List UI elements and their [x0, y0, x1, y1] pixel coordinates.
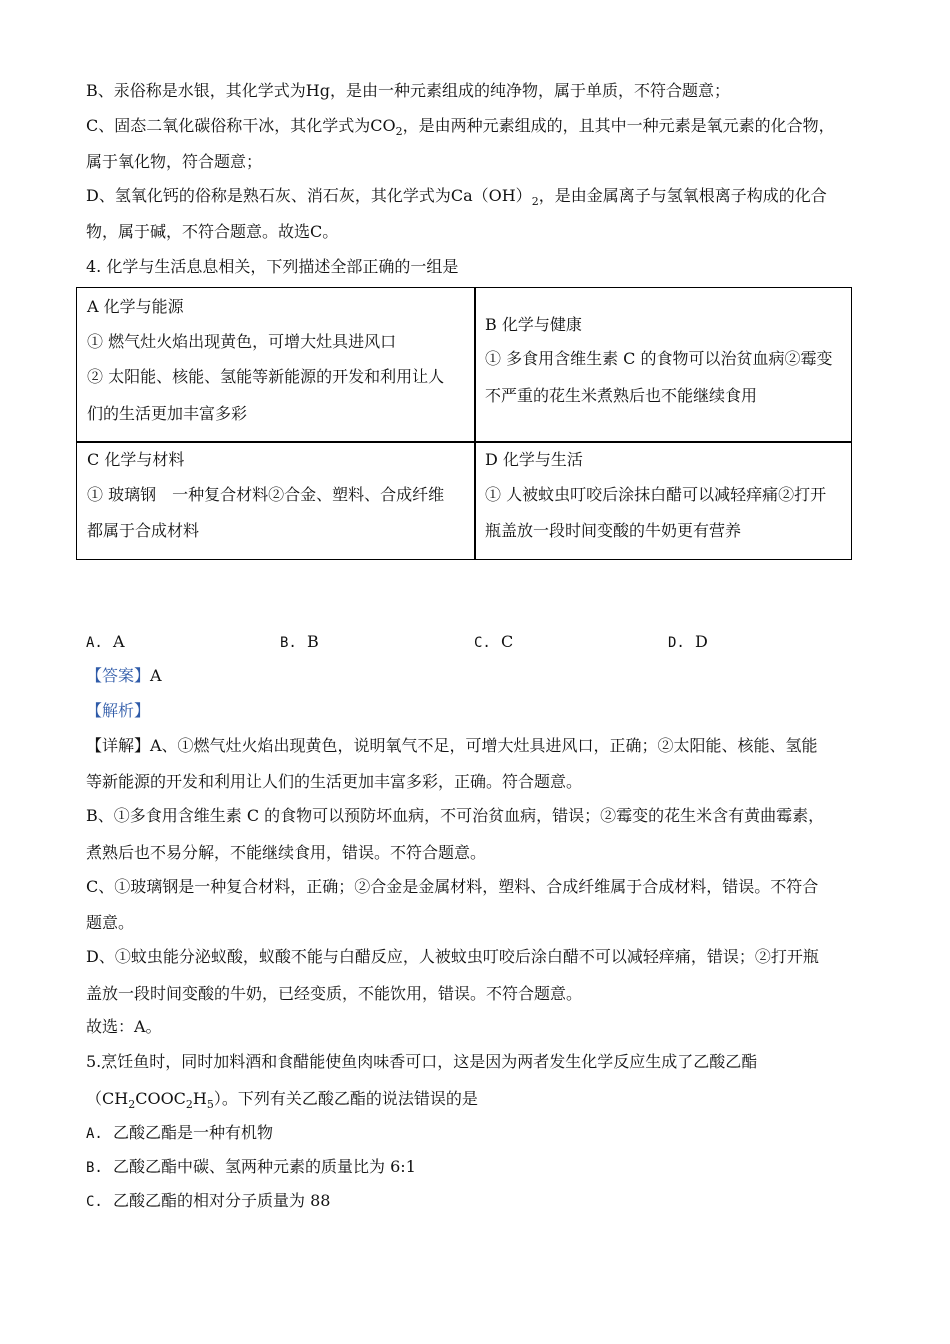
analysis-line-c1: C、固态二氧化碳俗称干冰，其化学式为$CO_2$，是由两种元素组成的，且其中一种元素是氧元素的化合物，: [86, 116, 835, 139]
cell-c-title: C 化学与材料: [87, 450, 185, 469]
analysis-tag: 【解析】: [86, 701, 151, 720]
detail-line: D、①蚊虫能分泌蚁酸，蚁酸不能与白醋反应，人被蚊虫叮咬后涂白醋不可以减轻痒痛，错误；②打开瓶: [86, 947, 819, 966]
detail-line: 等新能源的开发和利用让人们的生活更加丰富多彩，正确。符合题意。: [86, 772, 583, 791]
detail-line: 【详解】A、①燃气灶火焰出现黄色，说明氧气不足，可增大灶具进风口，正确；②太阳能、核能、氢能: [86, 736, 818, 755]
option-c[interactable]: C. C: [474, 632, 514, 651]
cell-b-line: 不严重的花生米煮熟后也不能继续食用: [485, 386, 758, 405]
cell-b-title: B 化学与健康: [485, 315, 582, 334]
detail-line: 故选：A。: [86, 1017, 162, 1036]
cell-c-line: ① 玻璃钢 一种复合材料②合金、塑料、合成纤维: [87, 485, 445, 504]
options-table: [76, 287, 852, 560]
detail-line: B、①多食用含维生素 C 的食物可以预防坏血病，不可治贫血病，错误；②霉变的花生米含有黄曲霉素，: [86, 806, 825, 825]
answer-tag: 【答案】: [86, 666, 151, 685]
cell-b-line: ① 多食用含维生素 C 的食物可以治贫血病②霉变: [485, 349, 833, 368]
cell-d-line: 瓶盖放一段时间变酸的牛奶更有营养: [485, 521, 742, 540]
detail-line: 盖放一段时间变酸的牛奶，已经变质，不能饮用，错误。不符合题意。: [86, 984, 583, 1003]
cell-a-line: ② 太阳能、核能、氢能等新能源的开发和利用让人: [87, 367, 445, 386]
q5-option-b[interactable]: B. 乙酸乙酯中碳、氢两种元素的质量比为 6:1: [86, 1157, 416, 1176]
question-5-stem: 5.烹饪鱼时，同时加料酒和食醋能使鱼肉味香可口，这是因为两者发生化学反应生成了乙酸乙酯: [86, 1052, 758, 1071]
cell-a-line: ① 燃气灶火焰出现黄色，可增大灶具进风口: [87, 332, 397, 351]
analysis-line-c2: 属于氧化物，符合题意；: [86, 152, 263, 171]
cell-c-line: 都属于合成材料: [87, 521, 200, 540]
analysis-line-d1: D、氢氧化钙的俗称是熟石灰、消石灰，其化学式为$Ca(OH)_2$，是由金属离子与氢氧根离子构成的化合: [86, 186, 827, 209]
table-cell-a: [77, 288, 474, 441]
table-cell-d: [475, 443, 851, 559]
q5-option-a[interactable]: A. 乙酸乙酯是一种有机物: [86, 1123, 274, 1142]
option-b[interactable]: B. B: [280, 632, 319, 651]
option-a[interactable]: A. A: [86, 632, 125, 651]
detail-line: 题意。: [86, 913, 135, 932]
question-5-stem-formula: $(CH_2COOC_2H_5)$。下列有关乙酸乙酯的说法错误的是: [86, 1089, 478, 1112]
table-cell-c: [77, 443, 474, 559]
q5-option-c[interactable]: C. 乙酸乙酯的相对分子质量为 88: [86, 1191, 331, 1210]
analysis-line-d2: 物，属于碱，不符合题意。故选C。: [86, 222, 339, 241]
analysis-line-b: B、汞俗称是水银，其化学式为Hg，是由一种元素组成的纯净物，属于单质，不符合题意；: [86, 81, 730, 100]
option-d[interactable]: D. D: [668, 632, 708, 651]
cell-d-line: ① 人被蚊虫叮咬后涂抹白醋可以减轻痒痛②打开: [485, 485, 827, 504]
question-4-stem: 4. 化学与生活息息相关，下列描述全部正确的一组是: [86, 257, 459, 276]
answer-value: A: [150, 666, 162, 685]
cell-d-title: D 化学与生活: [485, 450, 583, 469]
cell-a-title: A 化学与能源: [87, 297, 184, 316]
table-cell-b: [475, 288, 851, 441]
cell-a-line: 们的生活更加丰富多彩: [87, 404, 248, 423]
detail-line: 煮熟后也不易分解，不能继续食用，错误。不符合题意。: [86, 843, 487, 862]
answer-line: [86, 666, 866, 686]
detail-line: C、①玻璃钢是一种复合材料，正确；②合金是金属材料，塑料、合成纤维属于合成材料，错误。不符合: [86, 877, 819, 896]
